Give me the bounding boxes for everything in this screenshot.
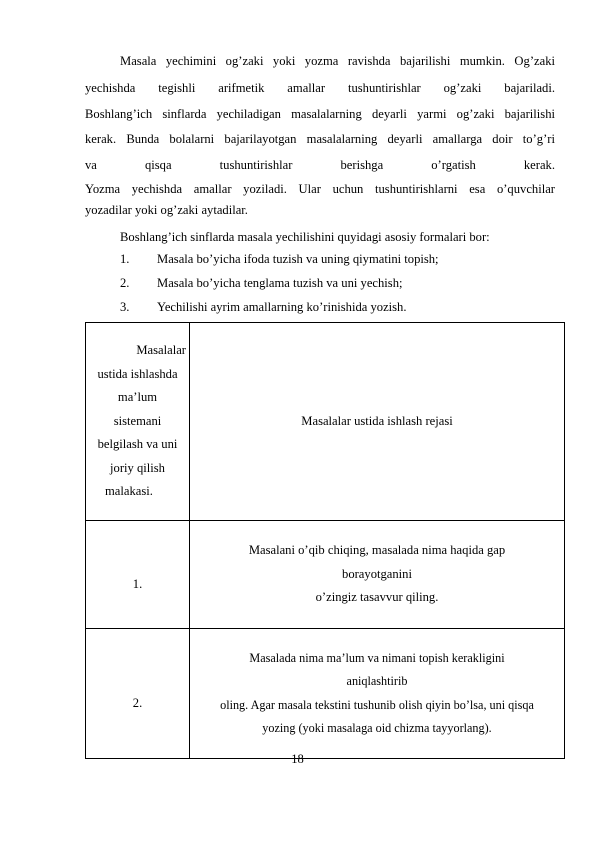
list-item <box>120 272 403 295</box>
header-left-line: ustida ishlashda <box>97 366 178 381</box>
row-line: Masalani o’qib chiqing, masalada nima haqida gap <box>248 543 506 558</box>
list-item <box>120 296 407 319</box>
row-number-cell <box>86 629 190 759</box>
table-row <box>86 521 565 629</box>
table-row <box>86 629 565 759</box>
row-line: aniqlashtirib <box>346 674 408 688</box>
row-number: 1. <box>132 576 143 591</box>
page-number: 18 <box>291 752 304 766</box>
row-number-cell <box>86 521 190 629</box>
list-text: Yechilishi ayrim amallarning ko’rinishida yozish. <box>157 300 407 314</box>
list-number: 3. <box>120 300 130 314</box>
paragraph-line-4: kerak. Bunda bolalarni bajarilayotgan masalalarning deyarli amallarga doir to’g’ri <box>85 132 555 146</box>
header-left-line: malakasi. <box>105 484 153 499</box>
plan-table <box>85 322 565 759</box>
header-right-cell <box>190 323 565 521</box>
paragraph-line-5: va qisqa tushuntirishlar berishga o’rgatish kerak. <box>85 158 555 172</box>
paragraph-line-1: Masala yechimini og’zaki yoki yozma ravishda bajarilishi mumkin. Og’zaki <box>120 54 555 68</box>
paragraph-line-6: Yozma yechishda amallar yoziladi. Ular uchun tushuntirishlarni esa o’quvchilar <box>85 182 555 196</box>
list-text: Masala bo’yicha tenglama tuzish va uni yechish; <box>157 276 403 290</box>
header-left-line: Masalalar <box>136 343 186 358</box>
row-content-cell <box>190 629 565 759</box>
list-text: Masala bo’yicha ifoda tuzish va uning qiymatini topish; <box>157 252 439 266</box>
paragraph-line-2: yechishda tegishli arifmetik amallar tushuntirishlar og’zaki bajariladi. <box>85 81 555 95</box>
row-content-cell <box>190 521 565 629</box>
paragraph-line-3: Boshlang’ich sinflarda yechiladigan masalalarning deyarli yarmi og’zaki bajarilishi <box>85 107 555 121</box>
paragraph-line-7: yozadilar yoki og’zaki aytadilar. <box>85 203 248 217</box>
table-header-row <box>86 323 565 521</box>
list-number: 1. <box>120 252 130 266</box>
header-left-line: sistemani <box>113 413 162 428</box>
row-line: o’zingiz tasavvur qiling. <box>315 590 439 605</box>
header-right-text: Masalalar ustida ishlash rejasi <box>301 413 453 428</box>
list-item <box>120 248 439 271</box>
row-line: yozing (yoki masalaga oid chizma tayyorlang). <box>262 721 492 735</box>
row-number: 2. <box>132 695 143 710</box>
row-line: borayotganini <box>342 566 412 581</box>
intro-text: Boshlang’ich sinflarda masala yechilishini quyidagi asosiy formalari bor: <box>120 230 490 244</box>
header-left-line: ma’lum <box>117 390 158 405</box>
row-line: Masalada nima ma’lum va nimani topish kerakligini <box>249 650 505 665</box>
header-left-line: joriy qilish <box>110 460 165 475</box>
row-line: oling. Agar masala tekstini tushunib olish qiyin bo’lsa, uni qisqa <box>220 697 534 712</box>
list-number: 2. <box>120 276 130 290</box>
header-left-cell <box>86 323 190 521</box>
header-left-line: belgilash va uni <box>97 437 178 452</box>
